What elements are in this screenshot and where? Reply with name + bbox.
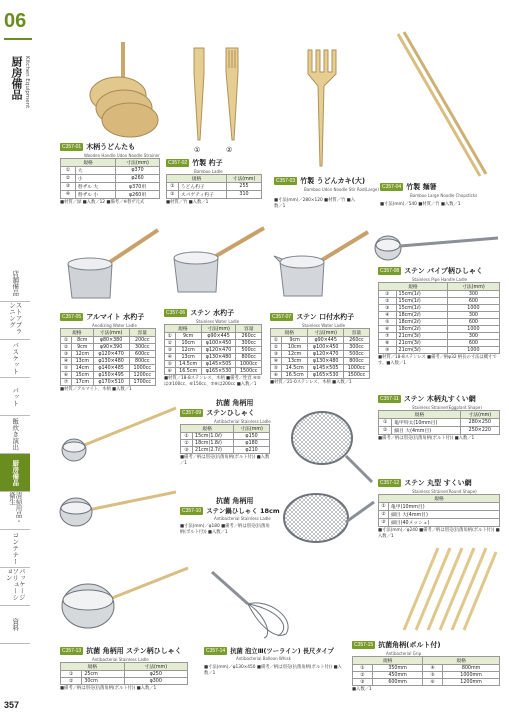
category-subtitle: Kitchen Equipment: [24, 56, 30, 109]
product-name-en: Bamboo Ladle: [194, 169, 223, 174]
product-note: ■材質／緑 ■入数／12 ■備考／※替ザ元式: [60, 200, 145, 205]
tab-store[interactable]: 店舗備品: [0, 264, 30, 302]
category-title: 厨房備品: [10, 56, 23, 100]
round-strainer-image: [276, 488, 376, 548]
tab-kitchen[interactable]: 厨房備品: [0, 454, 30, 492]
product-c357-11: [378, 394, 500, 442]
product-name-en: Anodizing Water Ladle: [92, 323, 137, 328]
product-code: C357-09: [182, 410, 202, 416]
product-name: ステン 木柄丸すくい網: [403, 395, 476, 403]
product-note: ■寸法(mm)／φ180 ■備考／柄は別売(抗菌角柄(ボルト付)) ■入数／1: [180, 524, 270, 535]
product-c357-15: [352, 640, 500, 693]
left-rail: [0, 0, 38, 720]
bamboo-stir-rod-image: [290, 46, 350, 171]
product-c357-03: [274, 176, 379, 209]
product-name: ステン 口付水杓子: [296, 313, 355, 321]
product-name-line2: ステン鍋ひしゃく 18cm: [206, 507, 280, 515]
product-c357-02: [166, 158, 262, 206]
product-code: C357-08: [380, 268, 400, 274]
product-name-en: Stainless Water Ladle: [196, 319, 240, 324]
product-name-en: Stainless Strainer(Eggplant Shape): [412, 405, 482, 410]
product-name: 抗菌角柄(ボルト付): [378, 641, 441, 649]
product-name-en: Stainless Water Ladle: [302, 323, 346, 328]
spec-table: 規格 寸法(mm) ① 亀甲特太(10mm目) 280×250 ② 細目 大(4mm目) 250×220: [378, 410, 500, 435]
product-name-en: Wooden Handle Udon Noodle Strainer: [84, 153, 160, 158]
anodized-ladle-image: [62, 224, 162, 309]
product-c357-09: [180, 398, 270, 466]
product-note: ■備考／柄は別売(抗菌角柄(ボルト付)) ■入数／1: [378, 436, 475, 441]
antibacterial-ladle-image: [60, 404, 180, 466]
product-code: C357-11: [380, 396, 399, 402]
product-c357-14: [204, 646, 344, 676]
antibacterial-grips-image: [398, 544, 498, 634]
spec-table: 規格 寸法(mm) ① うどん杓子 255 ② スパゲティ杓子 310: [166, 174, 262, 199]
product-c357-07: [270, 312, 370, 386]
category-tabs: [0, 264, 30, 644]
tab-store-planning[interactable]: ストアプランニング: [0, 302, 30, 340]
product-name-en: Stainless Pipe Handle Ladle: [412, 277, 468, 282]
tab-container[interactable]: コンテナー: [0, 530, 30, 568]
product-name: ステン パイプ柄ひしゃく: [404, 267, 483, 275]
product-code: C357-10: [182, 507, 202, 514]
product-name: ステン 丸型 すくい網: [404, 479, 472, 487]
product-name: 抗菌 泡立Ⅲ(ツーライン) 長尺タイプ: [230, 648, 334, 655]
product-code: C357-13: [62, 648, 82, 654]
spec-table: 規格 寸法(mm) ① 25cm φ250 ② 30cm φ300: [60, 662, 188, 685]
product-name-line1: 抗菌 角柄用: [216, 399, 254, 407]
product-name-line1: 抗菌 角柄用: [216, 497, 254, 505]
product-code: C357-02: [168, 160, 188, 166]
product-c357-04: [380, 182, 498, 208]
product-note: ■備考／柄は別売(抗菌角柄(ボルト付)) ■入数／1: [180, 455, 270, 466]
product-code: C357-04: [382, 184, 402, 190]
section-number: 06: [4, 10, 27, 32]
product-c357-05: [60, 312, 156, 393]
product-name: 木柄うどんたも: [86, 143, 136, 151]
spec-table: 規格 寸法(mm) 容量 ① 9cm φ90×445 260cc ② 10cm φ100×450 300cc ③ 12cm φ120×470 500cc ④ 13cm φ130×480 800cc ⑤ 14.5cm φ145×505 1000cc ⑥ 16.5cm φ165×530 1500cc: [270, 328, 370, 379]
spec-table: 規格 規格 ① 350mm ④ 800mm ② 450mm ⑤ 1000mm ③ 600mm ⑥ 1200mm: [352, 656, 500, 686]
spec-table: 規格 ① 亀甲(10mm目) ② 細目 大(4mm目) ③ 細目(40メッシュ): [378, 494, 500, 527]
stainless-ladle-image: [168, 222, 268, 307]
product-code: C357-14: [206, 647, 226, 654]
section-divider: [4, 38, 32, 40]
spec-table: 規格 寸法(mm) 容量 ① 9cm φ90×445 260cc ② 10cm φ100×450 300cc ③ 12cm φ120×470 500cc ④ 13cm φ130×480 800cc ⑤ 14.5cm φ145×505 1000cc ⑥ 16.5cm φ165×530 1500cc: [164, 324, 262, 375]
pot-ladle-image: [58, 484, 178, 530]
product-note: ■寸法(mm)／540 ■材質／竹 ■入数／1: [380, 202, 461, 207]
pipe-ladle-image: [372, 232, 502, 264]
product-name: 竹製 麺箸: [406, 183, 437, 191]
product-c357-01: [60, 142, 160, 206]
spec-table: 規格 寸法(mm) 容量 ① 8cm φ80×380 200cc ② 9cm φ90×390 300cc ③ 12cm φ120×470 600cc ④ 13cm φ130×480 800cc ⑤ 14cm φ140×485 1000cc ⑥ 15cm φ150×495 1200cc ⑦ 17cm φ170×510 1700cc: [60, 328, 156, 386]
spec-table: 規格 寸法(mm) ① 15cm(1ℓ) 300 ② 15cm(1ℓ) 600 ③ 15cm(1ℓ) 1000 ④ 18cm(2ℓ) 300 ⑤ 18cm(2ℓ) 600 ⑥ 18cm(2ℓ) 1000 ⑦ 21cm(3ℓ) 300 ⑧ 21cm(3ℓ) 600 ⑨ 21cm(3ℓ) 1000: [378, 282, 500, 354]
bamboo-ladle-image: [178, 44, 258, 144]
product-note: ■寸法(mm)／280×120 ■材質／竹 ■入数／1: [274, 198, 356, 209]
product-name: 竹製 杓子: [192, 159, 223, 167]
spec-table: 規格 寸法(mm) ① 15cm(1.0ℓ) φ150 ② 18cm(1.8ℓ) φ180 ③ 21cm(2.7ℓ) φ210: [180, 424, 270, 454]
product-code: C357-15: [354, 642, 374, 648]
product-c357-06: [164, 308, 262, 387]
product-c357-08: [378, 266, 500, 366]
product-note: ■備考／柄は別売(抗菌角柄(ボルト付)) ■入数／1: [60, 686, 157, 691]
product-name-en: Antibacterial Stainless Ladle: [214, 419, 271, 424]
bamboo-chopsticks-image: [390, 30, 490, 180]
ladle-mark-2: ②: [226, 146, 233, 154]
product-note: ■材質／竹 ■入数／1: [166, 200, 209, 205]
page-number: 357: [4, 700, 20, 710]
product-note: ■材質／アルマイト、木柄 ■入数／1: [60, 387, 132, 392]
ladle-mark-1: ①: [194, 146, 201, 154]
product-note: ■材質／18-8ステンレス、木柄 ■備考／性容 ④⑤は③100cc、⑥150cc、⑦⑧は200cc ■入数／1: [164, 376, 261, 387]
tab-package[interactable]: パッケージソリューション: [0, 568, 30, 606]
product-code: C357-07: [272, 314, 292, 320]
product-code: C357-03: [276, 178, 296, 184]
product-code: C357-06: [166, 310, 186, 316]
product-c357-13: [60, 646, 188, 692]
product-name-en: Antibacterial Stainless Ladle: [214, 516, 271, 521]
product-code: C357-01: [62, 144, 82, 150]
product-name-en: Bamboo Udon Noodle Stir Rod(Large): [304, 187, 379, 192]
product-name-en: Antibacterial Balloon Whisk: [236, 656, 291, 661]
product-name-line2: ステンひしゃく: [206, 409, 255, 417]
product-name: 竹製 うどんカキ(大): [300, 177, 366, 185]
large-ladle-image: [60, 564, 190, 640]
product-name-en: Antibacterial Stainless Ladle: [92, 657, 149, 662]
balloon-whisk-image: [208, 568, 298, 640]
tab-pad[interactable]: パット: [0, 378, 30, 416]
spouted-ladle-image: [272, 226, 372, 308]
tab-reference[interactable]: 資料: [0, 606, 30, 644]
tab-rice[interactable]: 飯炊き演出: [0, 416, 30, 454]
eggplant-strainer-image: [276, 396, 376, 486]
product-c357-12: [378, 478, 500, 539]
product-note: ■寸法(mm)／φ240 ■備考／柄は別売(抗菌角柄(ボルト付)) ■入数／1: [378, 528, 500, 539]
product-code: C357-05: [62, 314, 82, 320]
product-name-en: Bamboo Large Noodle Chopsticks: [410, 193, 478, 198]
spec-table: 規格 寸法(mm) ① 大 φ370 ② 小 φ260 ③ 替ザル 大 φ370用 ④ 替ザル 小 φ260用: [60, 158, 160, 199]
product-name-en: Antibacterial Grip: [386, 651, 422, 656]
product-note: ■材質／21-0ステンレス、木柄 ■入数／1: [270, 380, 352, 385]
tab-basket[interactable]: バスケット: [0, 340, 30, 378]
tab-cleaning[interactable]: 清掃用品・衛生: [0, 492, 30, 530]
udon-strainer-image: [78, 40, 168, 140]
product-name: 抗菌 角柄用 ステン柄ひしゃく: [86, 647, 182, 655]
product-note: ■入数／1: [352, 687, 372, 692]
product-name: アルマイト 水杓子: [86, 313, 145, 321]
product-code: C357-12: [380, 480, 400, 486]
product-name: ステン 水杓子: [190, 309, 235, 317]
product-name-en: Stainless Strainer(Round Shape): [412, 489, 477, 494]
product-c357-10: [180, 496, 280, 535]
product-note: ■材質／18-8ステンレス ■備考／柄φ32 柄長の寸法は概寸です。■入数／1: [378, 355, 497, 366]
product-note: ■寸法(mm)／φ130×450 ■備考／柄は別売(抗菌角柄(ボルト付)) ■入数／1: [204, 665, 342, 676]
